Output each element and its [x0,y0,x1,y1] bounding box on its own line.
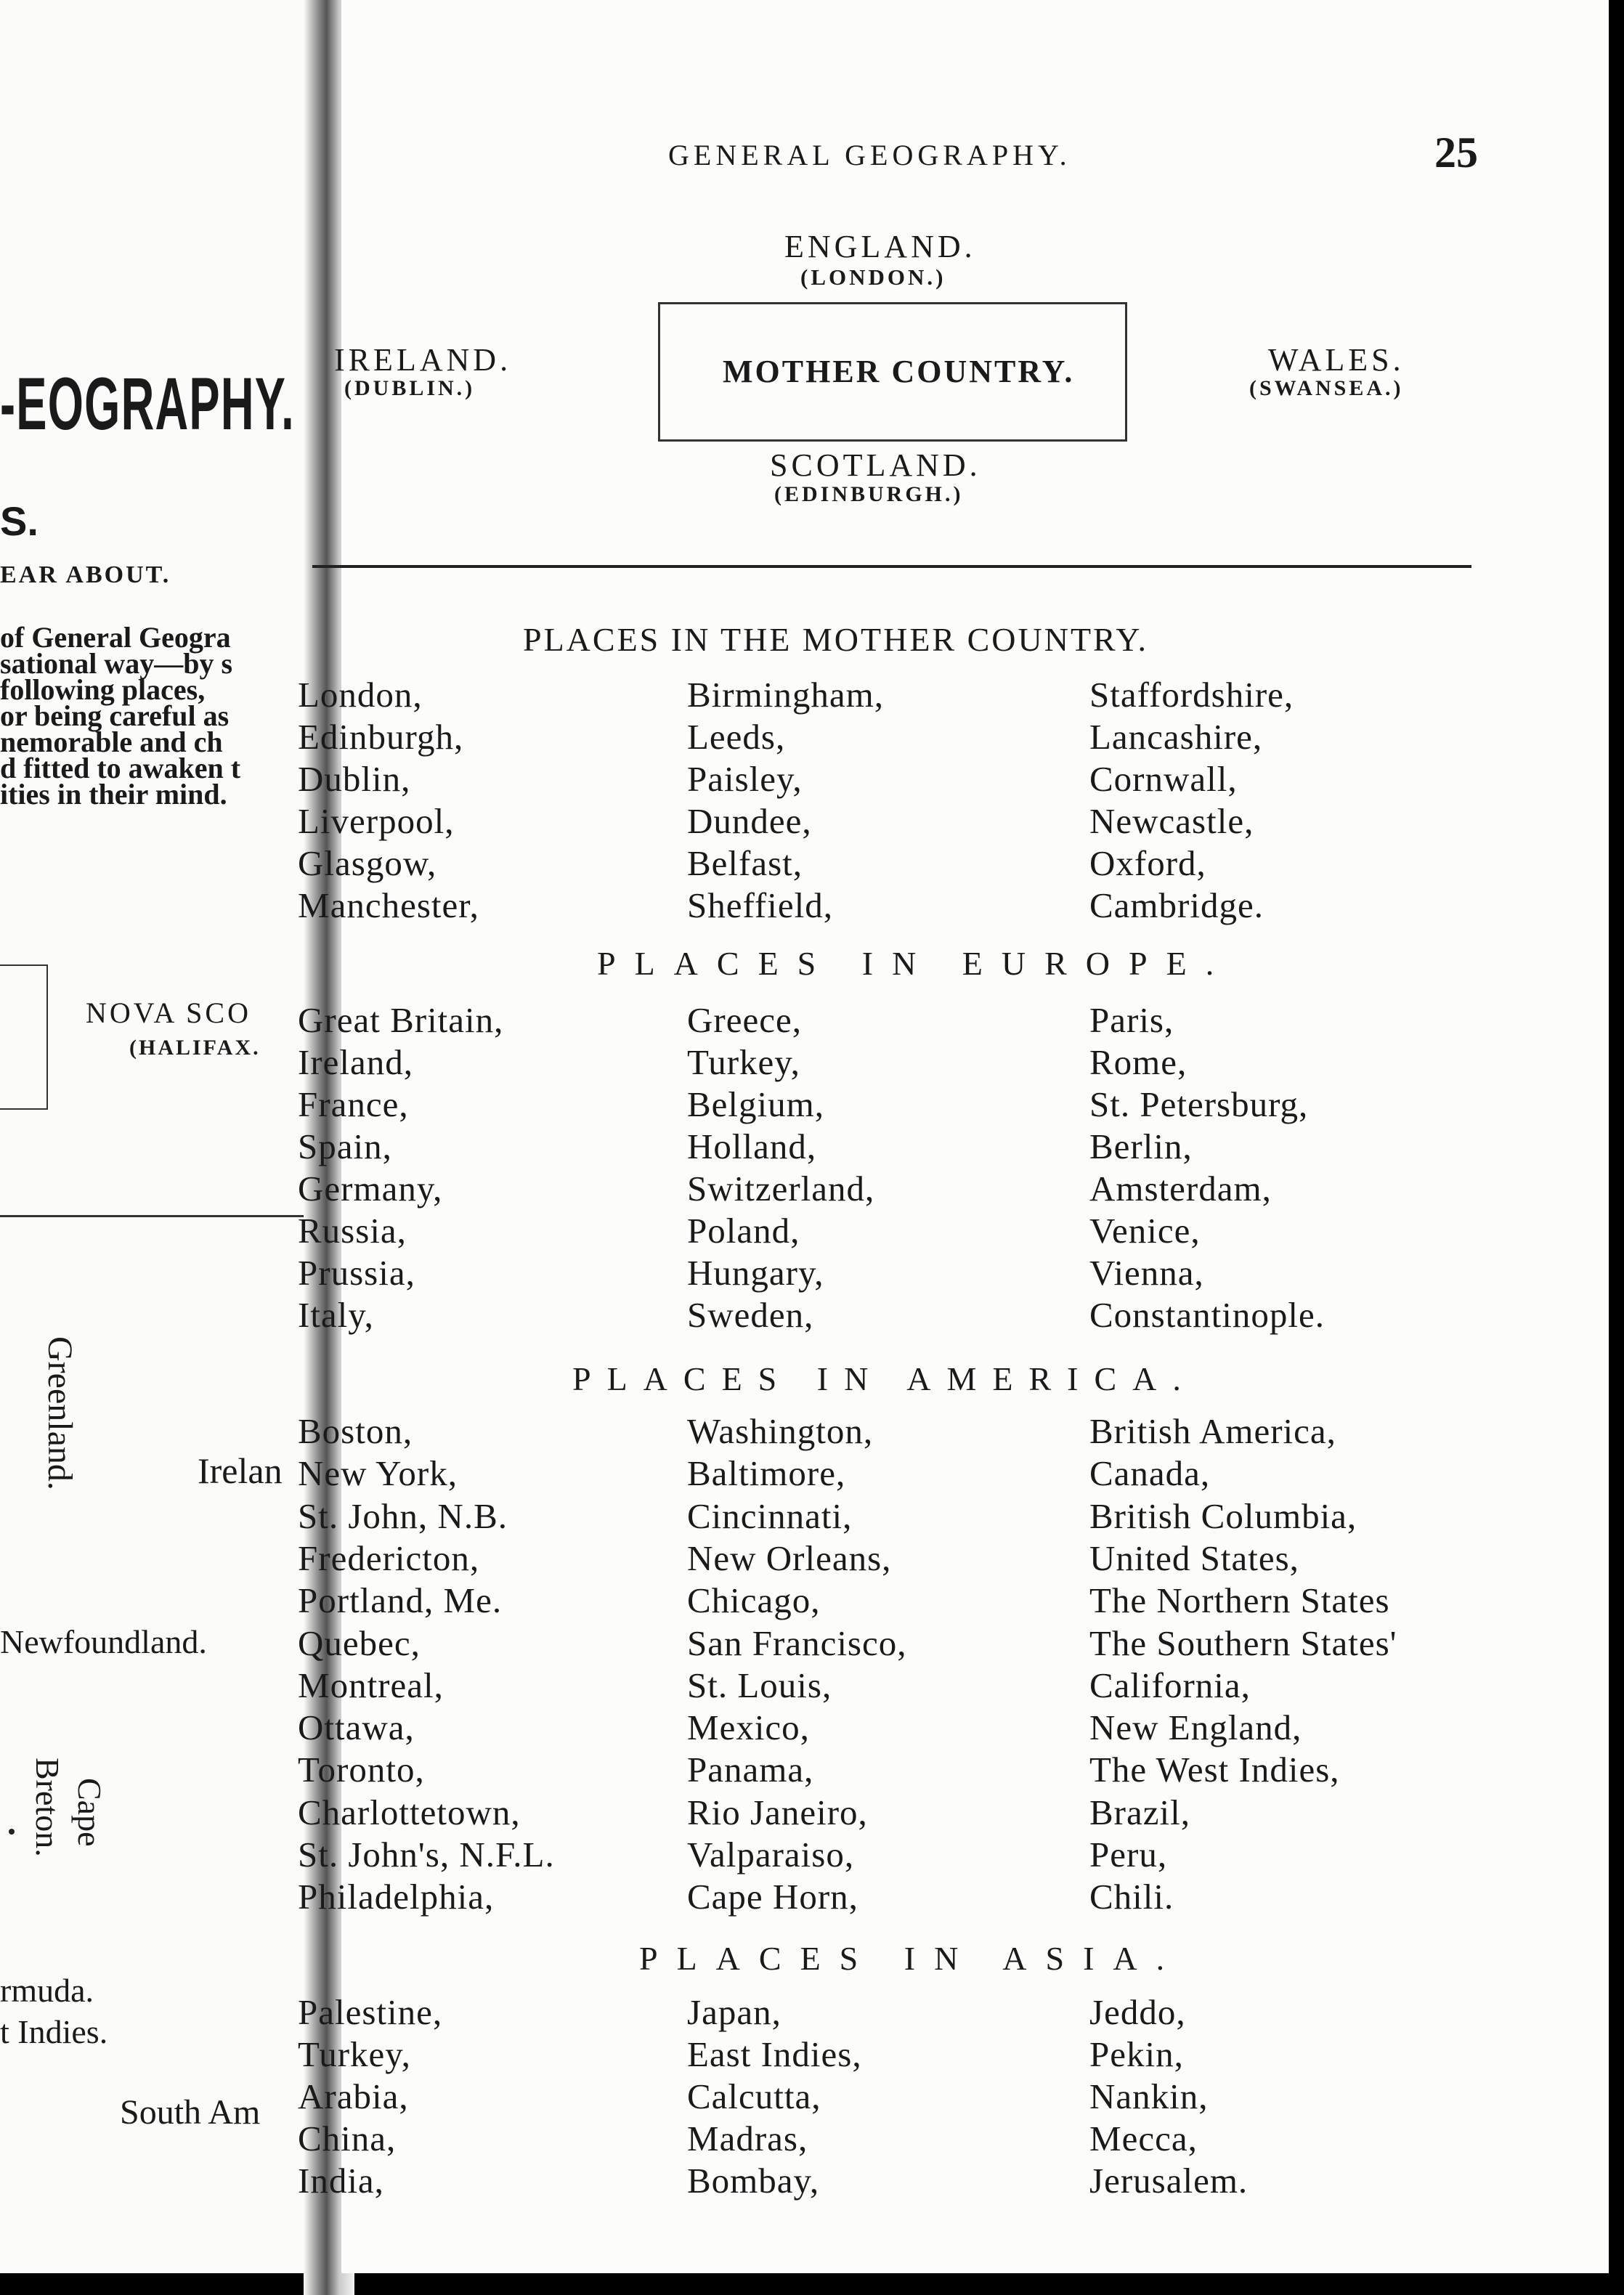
place-name: Lancashire, [1089,717,1263,757]
section-heading-america: PLACES IN AMERICA. [572,1360,1197,1397]
place-name: Jeddo, [1089,1992,1186,2032]
wales-label: WALES. [1268,342,1405,378]
place-name: East Indies, [687,2034,862,2074]
place-name: Berlin, [1089,1126,1193,1166]
cape-breton-label-1: Cape [71,1778,108,1847]
place-name: Valparaiso, [687,1835,855,1874]
place-name: St. Petersburg, [1089,1084,1309,1124]
place-name: Arabia, [298,2076,409,2116]
dublin-label: (DUBLIN.) [344,376,476,400]
place-name: San Francisco, [687,1623,907,1663]
place-name: Mecca, [1089,2119,1198,2158]
place-name: Chicago, [687,1580,821,1620]
newfoundland-label: Newfoundland. [0,1623,207,1660]
place-name: Paisley, [687,759,803,799]
place-name: Constantinople. [1089,1295,1325,1335]
place-name: Calcutta, [687,2076,821,2116]
place-name: Cincinnati, [687,1496,853,1536]
paragraph-line: following places, [0,673,206,706]
paragraph-line: d fitted to awaken t [0,752,241,784]
place-name: Philadelphia, [298,1877,495,1917]
place-name: Ireland, [298,1042,413,1082]
place-name: Belfast, [687,843,803,883]
place-name: Boston, [298,1411,413,1451]
place-name: France, [298,1084,409,1124]
edinburgh-label: (EDINBURGH.) [774,482,964,506]
place-name: Brazil, [1089,1792,1190,1832]
map-dot [9,1829,15,1835]
right-page [298,0,1609,2273]
place-name: Belgium, [687,1084,825,1124]
place-name: Nankin, [1089,2076,1209,2116]
place-name: Rome, [1089,1042,1187,1082]
place-name: Germany, [298,1169,443,1209]
place-name: Birmingham, [687,675,884,715]
place-name: Panama, [687,1750,814,1790]
place-name: Oxford, [1089,843,1206,883]
place-name: Russia, [298,1211,407,1251]
place-name: Portland, Me. [298,1580,503,1620]
swansea-label: (SWANSEA.) [1249,376,1404,400]
place-name: Japan, [687,1992,781,2032]
place-name: Paris, [1089,1000,1174,1040]
left-page-title: -EOGRAPHY. [0,362,295,445]
place-name: Pekin, [1089,2034,1184,2074]
place-name: Newcastle, [1089,801,1254,841]
section-rule [312,565,1471,568]
cape-breton-label-2: Breton. [29,1758,66,1857]
place-name: Canada, [1089,1453,1211,1493]
section-heading-mother-country: PLACES IN THE MOTHER COUNTRY. [523,621,1148,658]
place-name: Sheffield, [687,885,833,925]
place-name: Turkey, [298,2034,411,2074]
place-name: Poland, [687,1211,800,1251]
section-heading-asia: PLACES IN ASIA. [639,1940,1184,1977]
place-name: Vienna, [1089,1253,1204,1293]
ireland-map-label: Irelan [198,1450,283,1491]
place-name: Toronto, [298,1750,425,1790]
place-name: Fredericton, [298,1538,480,1578]
place-name: Cape Horn, [687,1877,858,1917]
place-name: St. John, N.B. [298,1496,508,1536]
running-head: GENERAL GEOGRAPHY. [668,139,1071,171]
place-name: Sweden, [687,1295,814,1335]
place-name: Holland, [687,1126,817,1166]
place-name: Ottawa, [298,1707,415,1747]
place-name: Dundee, [687,801,812,841]
place-name: Peru, [1089,1835,1168,1874]
place-name: Jerusalem. [1089,2161,1249,2201]
place-name: Chili. [1089,1877,1174,1917]
place-name: Cornwall, [1089,759,1238,799]
place-name: The Northern States [1089,1580,1390,1620]
place-name: Greece, [687,1000,802,1040]
place-name: India, [298,2161,384,2201]
west-indies-label: t Indies. [0,2013,108,2050]
place-name: Mexico, [687,1707,810,1747]
left-page-subheading: EAR ABOUT. [0,561,171,588]
place-name: Venice, [1089,1211,1201,1251]
mother-country-label: MOTHER COUNTRY. [723,354,1075,389]
place-name: Madras, [687,2119,808,2158]
section-heading-europe: PLACES IN EUROPE. [597,945,1233,982]
left-diagram-box [0,964,48,1110]
page-number: 25 [1434,129,1478,176]
paragraph-line: or being careful as [0,699,230,732]
place-name: Italy, [298,1295,374,1335]
left-page [0,0,320,2273]
place-name: Glasgow, [298,843,437,883]
place-name: St. John's, N.F.L. [298,1835,555,1874]
place-name: Turkey, [687,1042,800,1082]
place-name: British America, [1089,1411,1336,1451]
place-name: The West Indies, [1089,1750,1340,1790]
place-name: Quebec, [298,1623,421,1663]
place-name: Switzerland, [687,1169,875,1209]
place-name: Bombay, [687,2161,820,2201]
place-name: Amsterdam, [1089,1169,1272,1209]
place-name: Prussia, [298,1253,415,1293]
place-name: Rio Janeiro, [687,1792,868,1832]
place-name: The Southern States' [1089,1623,1397,1663]
place-name: British Columbia, [1089,1496,1357,1536]
scotland-label: SCOTLAND. [770,447,981,483]
ireland-label: IRELAND. [334,342,512,378]
place-name: California, [1089,1665,1251,1705]
place-name: New England, [1089,1707,1302,1747]
paragraph-line: sational way—by s [0,647,233,680]
place-name: United States, [1089,1538,1299,1578]
england-label: ENGLAND. [784,229,976,264]
halifax-label: (HALIFAX. [129,1036,261,1060]
paragraph-line: of General Geogra [0,621,231,654]
place-name: Palestine, [298,1992,443,2032]
place-name: Leeds, [687,717,786,757]
place-name: China, [298,2119,397,2158]
place-name: New Orleans, [687,1538,892,1578]
nova-scotia-label: NOVA SCO [86,996,251,1029]
left-page-letter: S. [0,498,38,544]
greenland-label: Greenland. [41,1336,79,1490]
place-name: New York, [298,1453,458,1493]
place-name: Dublin, [298,759,411,799]
place-name: Spain, [298,1126,392,1166]
place-name: St. Louis, [687,1665,832,1705]
place-name: London, [298,675,423,715]
london-label: (LONDON.) [800,264,946,290]
place-name: Great Britain, [298,1000,504,1040]
place-name: Manchester, [298,885,479,925]
bermuda-label: rmuda. [0,1972,94,2009]
paragraph-line: nemorable and ch [0,726,223,758]
place-name: Edinburgh, [298,717,464,757]
place-name: Liverpool, [298,801,455,841]
place-name: Staffordshire, [1089,675,1294,715]
place-name: Baltimore, [687,1453,846,1493]
place-name: Montreal, [298,1665,444,1705]
left-page-rule [0,1215,305,1217]
place-name: Charlottetown, [298,1792,521,1832]
place-name: Hungary, [687,1253,824,1293]
place-name: Washington, [687,1411,874,1451]
place-name: Cambridge. [1089,885,1264,925]
south-america-label: South Am [120,2093,261,2132]
paragraph-line: ities in their mind. [0,778,227,811]
